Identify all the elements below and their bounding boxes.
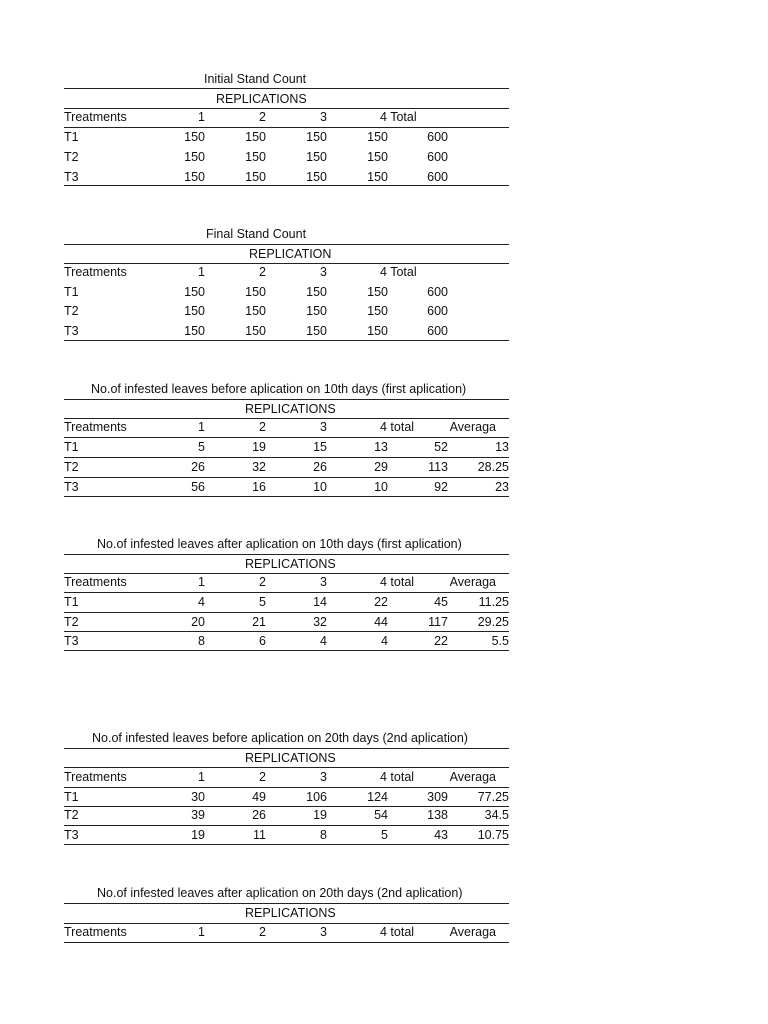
- header-rep-3: 3: [320, 265, 327, 279]
- cell-rep-3: 150: [306, 324, 327, 338]
- header-rep-3: 3: [320, 575, 327, 589]
- row-label: T2: [64, 150, 79, 164]
- cell-total: 43: [434, 828, 448, 842]
- header-rep-1: 1: [198, 265, 205, 279]
- header-rep-4-total: 4 total: [380, 770, 415, 784]
- header-rep-2: 2: [259, 420, 266, 434]
- table-row: [64, 438, 509, 456]
- row-label: T3: [64, 634, 79, 648]
- header-rep-2: 2: [259, 265, 266, 279]
- table-title: Final Stand Count: [206, 227, 307, 241]
- table-row: [64, 128, 509, 146]
- cell-total: 92: [434, 480, 448, 494]
- header-row: [64, 768, 509, 786]
- cell-rep-3: 26: [313, 460, 327, 474]
- cell-rep-2: 150: [245, 285, 266, 299]
- cell-rep-2: 6: [259, 634, 266, 648]
- cell-total: 600: [427, 170, 448, 184]
- cell-rep-2: 150: [245, 324, 266, 338]
- cell-rep-1: 30: [191, 790, 205, 804]
- table-subheader: REPLICATIONS: [245, 751, 336, 765]
- cell-rep-4: 150: [367, 130, 388, 144]
- cell-rep-2: 26: [252, 808, 266, 822]
- cell-rep-4: 150: [367, 150, 388, 164]
- cell-rep-3: 10: [313, 480, 327, 494]
- header-rep-1: 1: [198, 420, 205, 434]
- cell-rep-3: 32: [313, 615, 327, 629]
- header-rep-4-total: 4 total: [380, 925, 415, 939]
- cell-average: 23: [495, 480, 509, 494]
- header-rep-1: 1: [198, 575, 205, 589]
- cell-rep-1: 26: [191, 460, 205, 474]
- table-row: [64, 788, 509, 806]
- table-rule: [64, 88, 509, 89]
- cell-rep-2: 49: [252, 790, 266, 804]
- cell-rep-3: 8: [320, 828, 327, 842]
- cell-total: 22: [434, 634, 448, 648]
- cell-average: 77.25: [477, 790, 509, 804]
- row-label: T1: [64, 440, 79, 454]
- row-label: T3: [64, 324, 79, 338]
- cell-total: 600: [427, 324, 448, 338]
- cell-total: 600: [427, 150, 448, 164]
- table-subheader: REPLICATIONS: [245, 557, 336, 571]
- cell-rep-2: 150: [245, 150, 266, 164]
- header-treatments: Treatments: [64, 420, 127, 434]
- table-row: [64, 148, 509, 166]
- row-label: T1: [64, 595, 79, 609]
- table-rule: [64, 942, 509, 943]
- table-row: [64, 613, 509, 631]
- table-row: [64, 168, 509, 186]
- header-rep-4-total: 4 Total: [380, 110, 417, 124]
- header-rep-1: 1: [198, 110, 205, 124]
- row-label: T2: [64, 808, 79, 822]
- header-rep-2: 2: [259, 110, 266, 124]
- table-row: [64, 826, 509, 844]
- table-title: No.of infested leaves after aplication on 10th days (first aplication): [97, 537, 462, 551]
- cell-rep-1: 4: [198, 595, 205, 609]
- cell-rep-1: 56: [191, 480, 205, 494]
- table-row: [64, 593, 509, 611]
- header-rep-2: 2: [259, 575, 266, 589]
- header-row: [64, 923, 509, 941]
- table-subheader: REPLICATION: [249, 247, 332, 261]
- cell-rep-4: 10: [374, 480, 388, 494]
- cell-rep-4: 4: [381, 634, 388, 648]
- cell-average: 13: [495, 440, 509, 454]
- cell-average: 28.25: [477, 460, 509, 474]
- cell-average: 34.5: [484, 808, 509, 822]
- row-label: T2: [64, 304, 79, 318]
- header-rep-4-total: 4 Total: [380, 265, 417, 279]
- table-title: No.of infested leaves after aplication on 20th days (2nd aplication): [97, 886, 463, 900]
- cell-rep-3: 106: [306, 790, 327, 804]
- header-rep-1: 1: [198, 770, 205, 784]
- cell-rep-3: 4: [320, 634, 327, 648]
- table-subheader: REPLICATIONS: [245, 906, 336, 920]
- cell-average: 11.25: [478, 595, 509, 609]
- header-rep-3: 3: [320, 770, 327, 784]
- table-row: [64, 322, 509, 340]
- header-treatments: Treatments: [64, 925, 127, 939]
- header-treatments: Treatments: [64, 770, 127, 784]
- header-rep-3: 3: [320, 110, 327, 124]
- table-row: [64, 458, 509, 476]
- cell-rep-3: 150: [306, 170, 327, 184]
- cell-rep-3: 19: [313, 808, 327, 822]
- header-treatments: Treatments: [64, 575, 127, 589]
- cell-total: 600: [427, 304, 448, 318]
- header-row: [64, 108, 509, 126]
- cell-rep-2: 5: [259, 595, 266, 609]
- cell-rep-2: 150: [245, 130, 266, 144]
- cell-total: 113: [428, 460, 448, 474]
- cell-rep-3: 150: [306, 150, 327, 164]
- cell-rep-4: 44: [374, 615, 388, 629]
- cell-total: 138: [427, 808, 448, 822]
- cell-rep-1: 150: [184, 285, 205, 299]
- cell-rep-4: 5: [381, 828, 388, 842]
- row-label: T3: [64, 170, 79, 184]
- cell-total: 117: [428, 615, 448, 629]
- header-rep-2: 2: [259, 770, 266, 784]
- header-rep-3: 3: [320, 925, 327, 939]
- cell-rep-2: 32: [252, 460, 266, 474]
- row-label: T3: [64, 480, 79, 494]
- row-label: T1: [64, 285, 79, 299]
- cell-rep-2: 16: [252, 480, 266, 494]
- header-average: Averaga: [449, 575, 496, 589]
- header-average: Averaga: [449, 770, 496, 784]
- header-average: Averaga: [449, 925, 496, 939]
- table-row: [64, 302, 509, 320]
- cell-rep-1: 20: [191, 615, 205, 629]
- table-title: No.of infested leaves before aplication on 20th days (2nd aplication): [92, 731, 468, 745]
- cell-rep-3: 14: [313, 595, 327, 609]
- cell-total: 600: [427, 130, 448, 144]
- cell-rep-3: 150: [306, 304, 327, 318]
- cell-rep-1: 150: [184, 324, 205, 338]
- cell-rep-3: 15: [313, 440, 327, 454]
- table-rule: [64, 844, 509, 845]
- cell-rep-1: 150: [184, 170, 205, 184]
- cell-rep-2: 150: [245, 170, 266, 184]
- table-row: [64, 478, 509, 496]
- table-row: [64, 632, 509, 650]
- header-treatments: Treatments: [64, 265, 127, 279]
- header-rep-2: 2: [259, 925, 266, 939]
- table-rule: [64, 185, 509, 186]
- cell-average: 5.5: [491, 634, 509, 648]
- cell-rep-2: 21: [252, 615, 266, 629]
- cell-rep-1: 150: [184, 150, 205, 164]
- table-rule: [64, 650, 509, 651]
- cell-rep-1: 150: [184, 130, 205, 144]
- cell-total: 45: [434, 595, 448, 609]
- cell-rep-4: 124: [367, 790, 388, 804]
- table-subheader: REPLICATIONS: [245, 402, 336, 416]
- table-rule: [64, 496, 509, 497]
- cell-total: 600: [427, 285, 448, 299]
- cell-rep-1: 19: [191, 828, 205, 842]
- table-title: Initial Stand Count: [204, 72, 307, 86]
- header-rep-1: 1: [198, 925, 205, 939]
- header-treatments: Treatments: [64, 110, 127, 124]
- cell-rep-1: 39: [191, 808, 205, 822]
- row-label: T3: [64, 828, 79, 842]
- cell-average: 10.75: [477, 828, 509, 842]
- table-subheader: REPLICATIONS: [216, 92, 307, 106]
- cell-total: 309: [427, 790, 448, 804]
- table-rule: [64, 340, 509, 341]
- cell-rep-4: 150: [367, 304, 388, 318]
- row-label: T1: [64, 130, 79, 144]
- table-title: No.of infested leaves before aplication on 10th days (first aplication): [91, 382, 467, 396]
- cell-rep-2: 19: [252, 440, 266, 454]
- cell-rep-4: 29: [374, 460, 388, 474]
- cell-rep-4: 54: [374, 808, 388, 822]
- header-row: [64, 573, 509, 591]
- header-average: Averaga: [449, 420, 496, 434]
- row-label: T2: [64, 615, 79, 629]
- cell-rep-2: 150: [245, 304, 266, 318]
- header-row: [64, 263, 509, 281]
- cell-rep-1: 8: [198, 634, 205, 648]
- cell-rep-4: 13: [374, 440, 388, 454]
- header-rep-4-total: 4 total: [380, 420, 415, 434]
- cell-rep-3: 150: [306, 130, 327, 144]
- cell-rep-1: 5: [198, 440, 205, 454]
- cell-average: 29.25: [477, 615, 509, 629]
- row-label: T2: [64, 460, 79, 474]
- row-label: T1: [64, 790, 79, 804]
- cell-rep-2: 11: [253, 828, 266, 842]
- cell-rep-1: 150: [184, 304, 205, 318]
- header-rep-3: 3: [320, 420, 327, 434]
- table-row: [64, 283, 509, 301]
- cell-total: 52: [434, 440, 448, 454]
- cell-rep-4: 22: [374, 595, 388, 609]
- header-rep-4-total: 4 total: [380, 575, 415, 589]
- header-row: [64, 418, 509, 436]
- cell-rep-4: 150: [367, 285, 388, 299]
- cell-rep-4: 150: [367, 170, 388, 184]
- cell-rep-4: 150: [367, 324, 388, 338]
- cell-rep-3: 150: [306, 285, 327, 299]
- table-row: [64, 806, 509, 824]
